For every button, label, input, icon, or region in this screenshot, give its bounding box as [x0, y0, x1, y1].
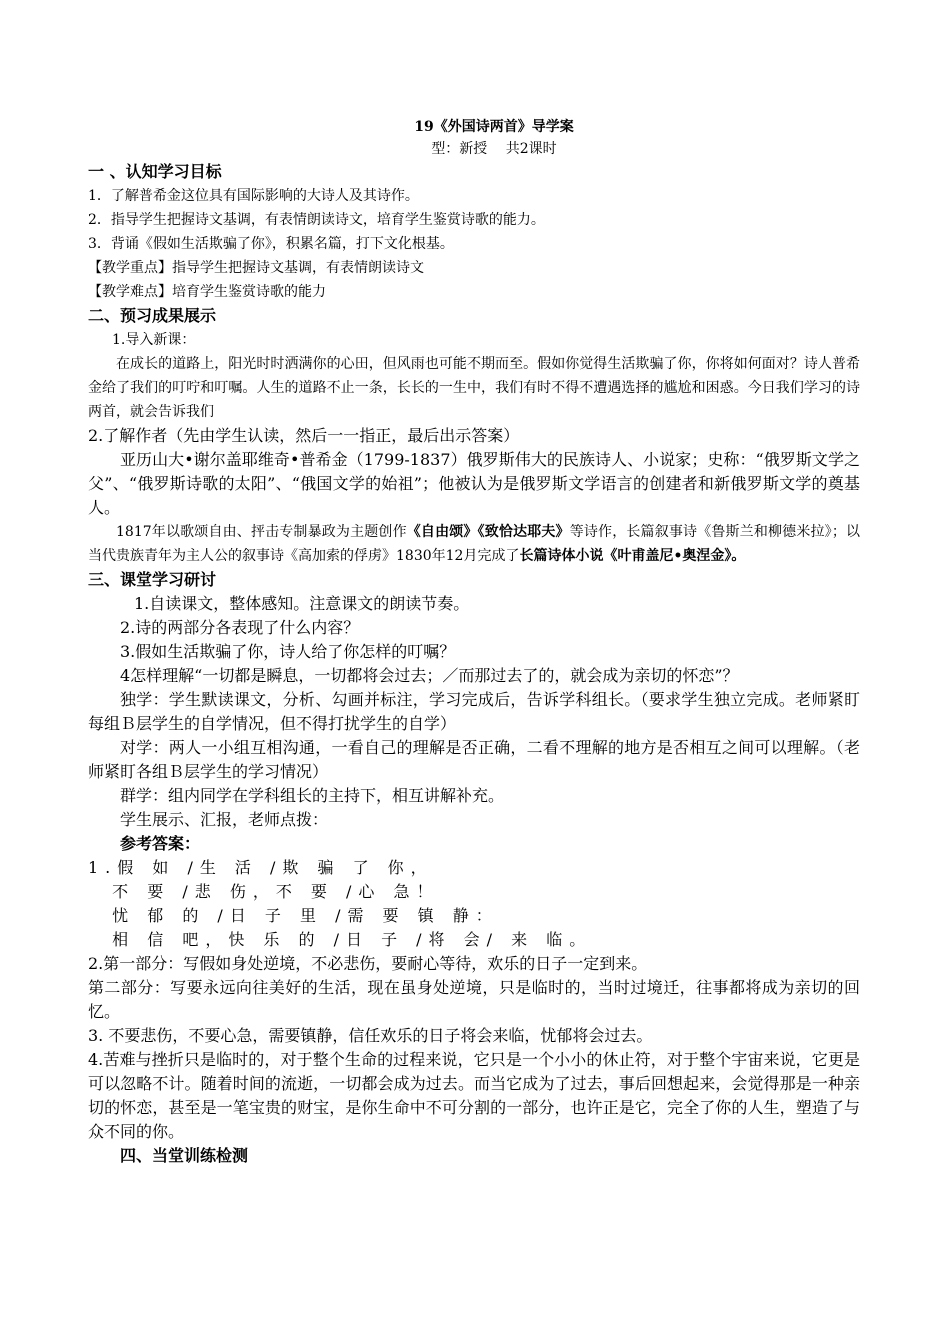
answer-2-part-2: 第二部分：写要永远向往美好的生活，现在虽身处逆境，只是临时的，当时过境迁，往事都将成为亲切的回忆。 [88, 978, 860, 1021]
works-bold-1: 《自由颂》《致恰达耶夫》 [406, 524, 570, 540]
question-1: 1.自读课文，整体感知。注意课文的朗读节奏。 [134, 594, 470, 613]
section-2-heading: 二、预习成果展示 [88, 306, 217, 325]
section-3-heading: 三、课堂学习研讨 [88, 570, 217, 589]
works-paragraph [88, 520, 860, 568]
solo-study: 独学：学生默读课文，分析、勾画并标注，学习完成后，告诉学科组长。（要求学生独立完成。老师紧盯每组Ｂ层学生的自学情况，但不得打扰学生的自学） [88, 690, 860, 733]
poem-line-4: 相 信 吧，快 乐 的 /日 子 /将 会/ 来 临。 [88, 930, 593, 949]
poem-line-3: 忧 郁 的 /日 子 里 /需 要 镇 静： [88, 906, 499, 925]
section-1-heading: 一 、认知学习目标 [88, 162, 222, 181]
objective-2: 2．指导学生把握诗文基调，有表情朗读诗文，培育学生鉴赏诗歌的能力。 [88, 212, 545, 228]
student-presentation: 学生展示、汇报，老师点拨： [120, 810, 329, 829]
question-3: 3.假如生活欺骗了你，诗人给了你怎样的叮嘱？ [120, 642, 456, 661]
intro-label: 1.导入新课： [112, 332, 196, 348]
pair-study: 对学：两人一小组互相沟通，一看自己的理解是否正确，二看不理解的地方是否相互之间可以理解。（老师紧盯各组Ｂ层学生的学习情况） [88, 738, 860, 781]
author-text: 亚历山大•谢尔盖耶维奇•普希金（1799-1837）俄罗斯伟大的民族诗人、小说家；史称：“俄罗斯文学之父”、“俄罗斯诗歌的太阳”、“俄国文学的始祖”；他被认为是俄罗斯文学语言的创建者和新俄罗斯文学的奠基人。 [88, 450, 860, 517]
doc-subtitle: 型：新授 共2课时 [431, 141, 557, 157]
reference-answer-label: 参考答案： [120, 834, 201, 853]
question-4: 4怎样理解“一切都是瞬息，一切都将会过去；／而那过去了的，就会成为亲切的怀恋”？ [120, 666, 739, 685]
poem-line-2: 不 要 /悲 伤，不 要 /心 急！ [88, 882, 440, 901]
objective-3: 3．背诵《假如生活欺骗了你》，积累名篇，打下文化根基。 [88, 236, 454, 252]
teaching-difficulty: 【教学难点】培育学生鉴赏诗歌的能力 [88, 284, 326, 300]
doc-title: 19《外国诗两首》导学案 [414, 119, 574, 135]
answer-2-part-1: 2.第一部分：写假如身处逆境，不必悲伤，要耐心等待，欢乐的日子一定到来。 [88, 954, 648, 973]
works-text-1: 1817年以歌颂自由、抨击专制暴政为主题创作 [116, 524, 407, 540]
group-study: 群学：组内同学在学科组长的主持下，相互讲解补充。 [120, 786, 505, 805]
answer-3: 3. 不要悲伤，不要心急，需要镇静，信任欢乐的日子将会来临，忧郁将会过去。 [88, 1026, 653, 1045]
works-text-2: 等诗作，长篇叙事诗《鲁斯兰和柳德米拉》；以当代贵族青年为主人公的叙事诗《高加索的俘虏》1830年12月完成了 [88, 524, 860, 564]
document-page [88, 116, 860, 1168]
poem-line-1: 1.假 如 /生 活 /欺 骗 了 你， [88, 858, 434, 877]
intro-text: 在成长的道路上，阳光时时洒满你的心田，但风雨也可能不期而至。假如你觉得生活欺骗了你，你将如何面对？诗人普希金给了我们的叮咛和叮嘱。人生的道路不止一条，长长的一生中，我们有时不得不遭遇选择的尴尬和困惑。今日我们学习的诗两首，就会告诉我们 [88, 356, 860, 420]
section-4-heading: 四、当堂训练检测 [120, 1146, 249, 1165]
teaching-key-point: 【教学重点】指导学生把握诗文基调，有表情朗读诗文 [88, 260, 424, 276]
works-bold-2: 长篇诗体小说《叶甫盖尼•奥涅金》。 [519, 548, 746, 564]
objective-1: 1．了解普希金这位具有国际影响的大诗人及其诗作。 [88, 188, 419, 204]
author-label: 2.了解作者（先由学生认读，然后一一指正，最后出示答案） [88, 426, 520, 445]
question-2: 2.诗的两部分各表现了什么内容？ [120, 618, 360, 637]
answer-4: 4.苦难与挫折只是临时的，对于整个生命的过程来说，它只是一个小小的休止符，对于整个宇宙来说，它更是可以忽略不计。随着时间的流逝，一切都会成为过去。而当它成为了过去，事后回想起来，会觉得那是一种亲切的怀恋，甚至是一笔宝贵的财宝，是你生命中不可分割的一部分，也许正是它，完全了你的人生，塑造了与众不同的你。 [88, 1050, 860, 1141]
